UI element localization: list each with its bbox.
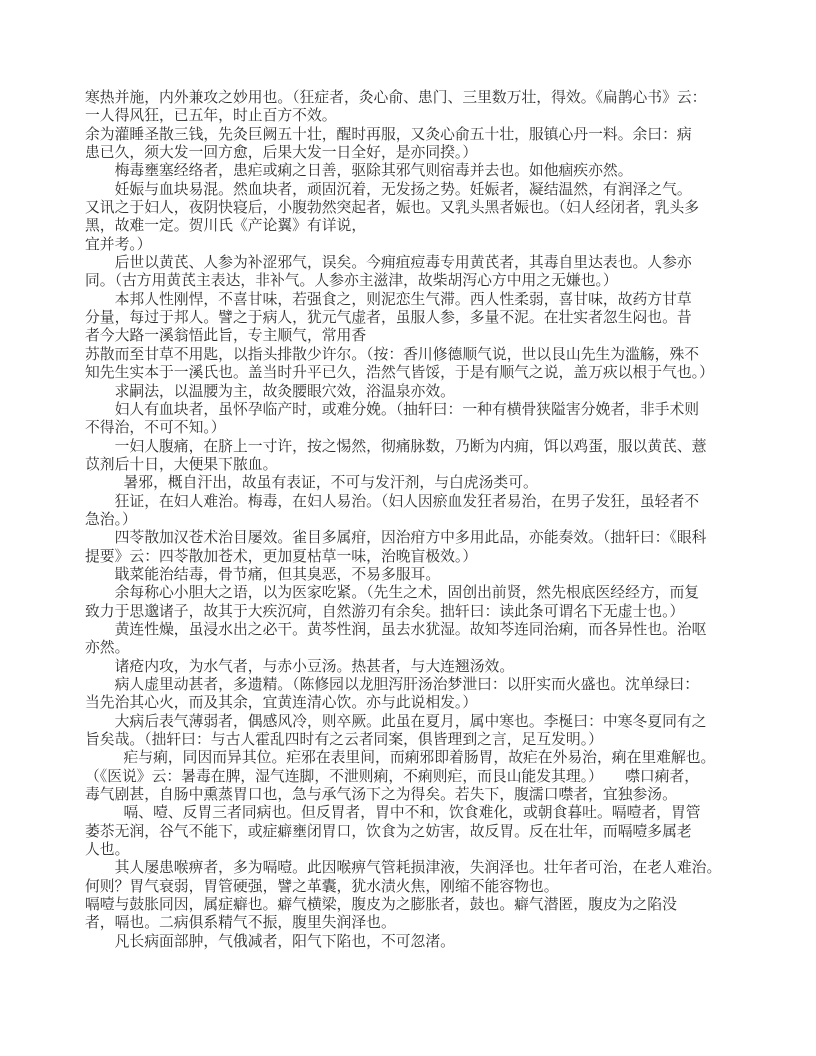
text-line: 暑邪，概自汗出，故虽有表证，不可与发汗剂，与白虎汤类可。 — [123, 474, 538, 492]
text-line: 者，嗝也。二病俱系精气不振，腹里失润泽也。 — [85, 914, 396, 932]
text-line: 人也。 — [85, 841, 130, 859]
text-line: 求嗣法，以温腰为主，故灸腰眼穴效，浴温泉亦效。 — [114, 382, 455, 400]
text-line: 又讯之于妇人，夜阴快寝后，小腹勃然突起者，娠也。又乳头黑者娠也。（妇人经闭者，乳头多 — [85, 199, 700, 217]
text-line: 余每称心小胆大之语，以为医家吃紧。（先生之术，固创出前贤，然先根底医经经方，而复 — [114, 584, 700, 602]
text-line: 苏散而至甘草不用匙，以指头排散少许尔。（按：香川修德顺气说，世以艮山先生为滥觞，殊不 — [85, 345, 700, 363]
text-line: 一妇人腹痛，在脐上一寸许，按之惕然，彻痛脉数，乃断为内痈，饵以鸡蛋，服以黄芪、薏 — [114, 437, 707, 455]
text-line: 同。（古方用黄芪主表达，非补气。人参亦主滋津，故柴胡泻心方中用之无嫌也。） — [85, 272, 618, 290]
text-line: 一人得风狂，已五年，时止百方不效。 — [85, 107, 337, 125]
text-line: 疟与痢，同因而异其位。疟邪在表里间，而痢邪即着肠胃，故疟在外易治，痢在里难解也。 — [123, 749, 716, 767]
text-line: 本邦人性刚悍，不喜甘味，若强食之，则泥恋生气滞。西人性柔弱，喜甘味，故药方甘草 — [114, 290, 692, 308]
text-line: 寒热并施，内外兼攻之妙用也。（狂症者，灸心俞、患门、三里数万壮，得效。《扁鹊心书》云： — [85, 89, 707, 106]
text-line: 黑，故难一定。贺川氏《产论翼》有详说， — [85, 217, 367, 235]
text-line: 嗝、噎、反胃三者同病也。但反胃者，胃中不和，饮食难化，或朝食暮吐。嗝噎者，胃管 — [123, 804, 701, 822]
text-line: 者今大路一溪翁悟此旨，专主顺气，常用香 — [85, 327, 367, 345]
text-line: 致力于思邈诸子，故其于大疾沉疴，自然游刃有余矣。拙轩曰：读此条可谓名下无虚士也。） — [85, 602, 685, 620]
text-line: 其人屡患喉痹者，多为嗝噎。此因喉痹气管耗损津液，失润泽也。壮年者可治，在老人难治。 — [114, 859, 722, 877]
text-line: 何则？胃气衰弱，胃管硬强，譬之革囊，犹水渍火焦，刚缩不能容物也。 — [85, 877, 559, 895]
text-line: 狂证，在妇人难治。梅毒，在妇人易治。（妇人因瘀血发狂者易治，在男子发狂，虽轻者不 — [114, 492, 700, 510]
text-line: 诸疮内攻，为水气者，与赤小豆汤。热甚者，与大连翘汤效。 — [114, 657, 515, 675]
text-line: 宜并考。） — [85, 235, 152, 253]
text-line: 急治。） — [85, 510, 137, 528]
text-line: 萎苶无润，谷气不能下，或症癖壅闭胃口，饮食为之妨害，故反胃。反在壮年，而嗝噎多属老 — [85, 822, 692, 840]
text-line: 分量，每过于邦人。譬之于病人，犹元气虚者，虽服人参，多量不泥。在壮实者忽生闷也。昔 — [85, 309, 692, 327]
text-line: 余为灌睡圣散三钱，先灸巨阙五十壮，醒时再服，又灸心俞五十壮，服镇心丹一料。余曰：病 — [85, 125, 692, 143]
text-line: 亦然。 — [85, 639, 130, 657]
text-line: 病人虚里动甚者，多遗精。（陈修园以龙胆泻肝汤治梦泄曰：以肝实而火盛也。沈单绿曰： — [114, 676, 700, 693]
text-line: 知先生实本于一溪氏也。盖当时升平已久，浩然气皆馁，于是有顺气之说，盖万疢以根于气也。） — [85, 364, 714, 382]
text-line: 四苓散加汉苍术治目屡效。雀目多属疳，因治疳方中多用此品，亦能奏效。（拙轩曰：《眼科 — [114, 529, 707, 547]
text-line: 妇人有血块者，虽怀孕临产时，或难分娩。（抽轩曰：一种有横骨狭隘害分娩者，非手术则 — [114, 400, 700, 418]
text-line: 当先治其心火，而及其余，宜黄连清心饮。亦与此说相发。） — [85, 694, 478, 712]
text-line: 患已久，须大发一回方愈，后果大发一日全好，是亦同揆。） — [85, 144, 478, 162]
text-line: 大病后表气薄弱者，偶感风冷，则卒厥。此虽在夏月，属中寒也。李梴曰：中寒冬夏同有之 — [114, 712, 707, 730]
text-line: 毒气剧甚，自肠中熏蒸胃口也，急与承气汤下之为得矣。若失下，腹濡口噤者，宜独参汤。 — [85, 786, 677, 804]
text-line: 提要》云：四苓散加苍术，更加夏枯草一味，治晚盲极效。） — [85, 547, 478, 565]
text-lines — [85, 89, 737, 951]
text-line: 妊娠与血块易混。然血块者，顽固沉着，无发扬之势。妊娠者，凝结温然，有润泽之气。 — [114, 180, 692, 198]
text-line: （《医说》云：暑毒在脾，湿气连脚，不泄则痢，不痢则疟，而艮山能发其理。） 噤口痢者， — [85, 767, 700, 785]
text-line: 嗝噎与鼓胀同因，属症癖也。癖气横梁，腹皮为之膨胀者，鼓也。癖气潜匿，腹皮为之陷没 — [85, 896, 677, 914]
text-line: 后世以黄芪、人参为补涩邪气，误矣。今痈疽痘毒专用黄芪者，其毒自里达表也。人参亦 — [114, 254, 692, 272]
text-line: 梅毒壅塞经络者，患疟或痢之日善，驱除其邪气则宿毒并去也。如他痼疾亦然。 — [114, 162, 633, 180]
text-line: 戢菜能治结毒，骨节痛，但其臭恶，不易多服耳。 — [114, 565, 441, 583]
text-line: 苡剂后十日，大便果下脓血。 — [85, 455, 278, 473]
text-line: 凡长病面部肿，气俄减者，阳气下陷也，不可忽渚。 — [114, 932, 455, 950]
text-line: 旨矣哉。（拙轩曰：与古人霍乱四时有之云者同案，俱皆理到之言，足互发明。） — [85, 731, 603, 749]
text-line: 黄连性燥，虽浸水出之必干。黄芩性润，虽去水犹湿。故知芩连同治痢，而各异性也。治呕 — [114, 620, 707, 638]
text-line: 不得治，不可不知。） — [85, 419, 226, 437]
